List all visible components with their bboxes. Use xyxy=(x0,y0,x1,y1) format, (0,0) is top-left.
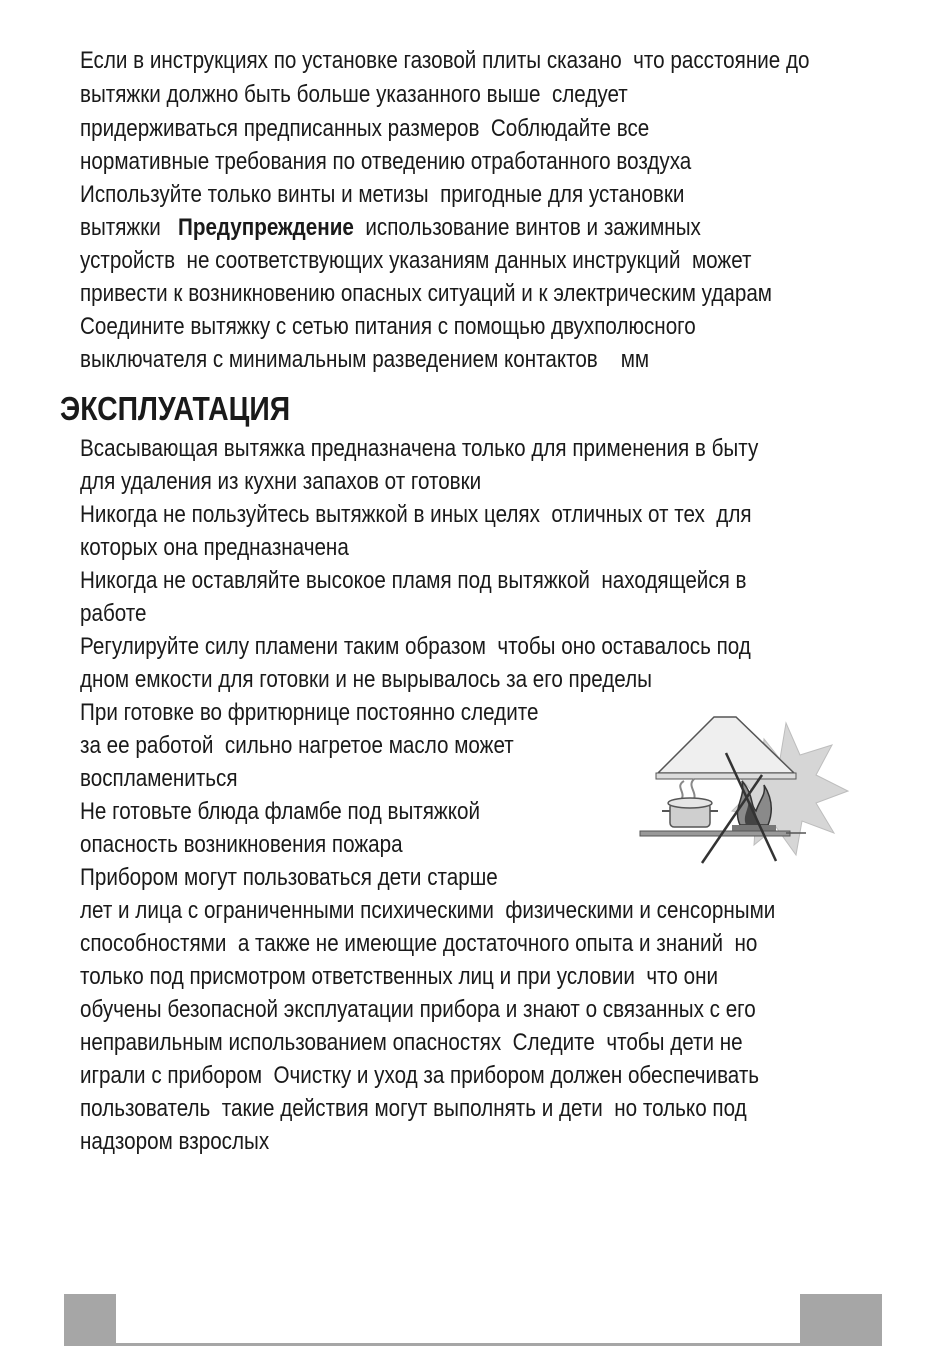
section-line: Никогда не пользуйтесь вытяжкой в иных целях отличных от тех для xyxy=(80,501,752,528)
section-title: ЭКСПЛУАТАЦИЯ xyxy=(60,390,291,427)
section-line: опасность возникновения пожара xyxy=(80,831,403,858)
intro-line: устройств не соответствующих указаниям данных инструкций может xyxy=(80,247,752,274)
intro-line: Соедините вытяжку с сетью питания с помощью двухполюсного xyxy=(80,313,696,340)
section-line: При готовке во фритюрнице постоянно следите xyxy=(80,699,539,726)
intro-line: нормативные требования по отведению отработанного воздуха xyxy=(80,148,692,175)
section-line: лет и лица с ограниченными психическими физическими и сенсорными xyxy=(80,897,776,924)
section-line: Регулируйте силу пламени таким образом чтобы оно оставалось под xyxy=(80,633,751,660)
intro-line: вытяжки должно быть больше указанного выше следует xyxy=(80,81,628,108)
warning-prefix: вытяжки xyxy=(80,214,178,241)
pan-shape xyxy=(732,825,776,831)
section-line: только под присмотром ответственных лиц и при условии что они xyxy=(80,963,719,990)
hood-bottom xyxy=(656,773,796,779)
intro-line: Используйте только винты и метизы пригодные для установки xyxy=(80,181,685,208)
warning-line xyxy=(80,211,701,244)
section-line: неправильным использованием опасностях Следите чтобы дети не xyxy=(80,1029,743,1056)
footer-rule xyxy=(116,1343,800,1346)
section-line: надзором взрослых xyxy=(80,1128,270,1155)
section-line: за ее работой сильно нагретое масло может xyxy=(80,732,514,759)
section-line: работе xyxy=(80,600,147,627)
section-line: воспламениться xyxy=(80,765,238,792)
hob-shape xyxy=(640,831,790,836)
section-line: для удаления из кухни запахов от готовки xyxy=(80,468,482,495)
intro-line: придерживаться предписанных размеров Соблюдайте все xyxy=(80,115,650,142)
warning-label: Предупреждение xyxy=(177,214,354,241)
warning-suffix: использование винтов и зажимных xyxy=(353,214,701,241)
section-line: Никогда не оставляйте высокое пламя под вытяжкой находящейся в xyxy=(80,567,747,594)
section-line: Всасывающая вытяжка предназначена только для применения в быту xyxy=(80,435,759,462)
intro-line: привести к возникновению опасных ситуаций и к электрическим ударам xyxy=(80,280,772,307)
intro-line: Если в инструкциях по установке газовой плиты сказано что расстояние до xyxy=(80,47,810,74)
footer-bar-right xyxy=(800,1294,882,1346)
section-line: пользователь такие действия могут выполнять и дети но только под xyxy=(80,1095,747,1122)
section-line: играли с прибором Очистку и уход за прибором должен обеспечивать xyxy=(80,1062,760,1089)
section-line: Не готовьте блюда фламбе под вытяжкой xyxy=(80,798,480,825)
section-line: дном емкости для готовки и не вырывалось за его пределы xyxy=(80,666,652,693)
section-line: способностями а также не имеющие достаточного опыта и знаний но xyxy=(80,930,758,957)
footer-bar-left xyxy=(64,1294,116,1346)
section-line: Прибором могут пользоваться дети старше xyxy=(80,864,498,891)
section-line: обучены безопасной эксплуатации прибора и знают о связанных с его xyxy=(80,996,756,1023)
intro-line: выключателя с минимальным разведением контактов мм xyxy=(80,346,650,373)
section-line: которых она предназначена xyxy=(80,534,349,561)
no-flambe-under-hood-icon xyxy=(636,715,852,865)
hood-shape xyxy=(658,717,794,773)
